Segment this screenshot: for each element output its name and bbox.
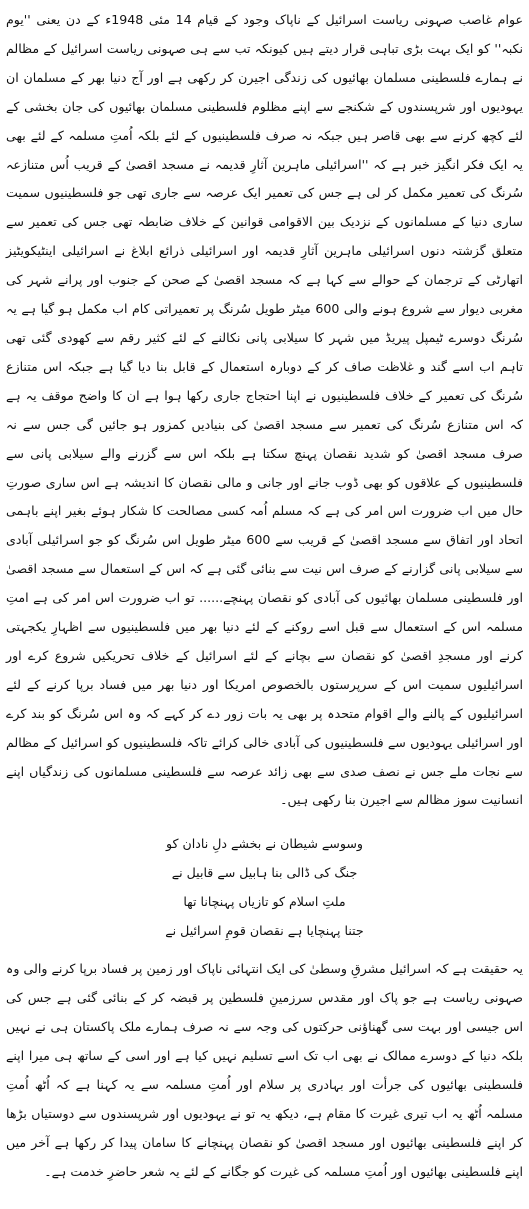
poem-line: جنگ کی ڈالی بنا ہابیل سے قابیل نے: [171, 865, 358, 881]
article-paragraph: عوام غاصب صہونی ریاست اسرائیل کے ناپاک وجود کے قیام 14 مئی 1948ء کے دن یعنی ''یوم نکبہ'' کو ایک بہت بڑی تباہی قرار دیتے ہیں کیونکہ تب سے ہی صہونی ریاست اسرائیل کے مظالم نے ہمارے فلسطینی مسلمان بھائیوں کی زندگی اجیرن کر رکھی ہے اور آج دنیا بھر کے مسلمان ان یہودیوں اور شرپسندوں کے شکنجے سے اپنے مظلوم فلسطینی مسلمان بھائیوں کی جان بخشی کے لئے کچھ کرنے سے بھی قاصر ہیں جبکہ نہ صرف فلسطینیوں کے لئے بلکہ اُمتِ مسلمہ کے لئے بھی یہ ایک فکر انگیز خبر ہے کہ ''اسرائیلی ماہرین آثارِ قدیمہ نے مسجد اقصیٰ کے قریب اُس متنازعہ سُرنگ کی تعمیر مکمل کر لی ہے جس کی تعمیر ایک عرصہ سے جاری تھی جو فلسطینیوں سمیت ساری دنیا کے مسلمانوں کے نزدیک بین الاقوامی قوانین کے خلاف ضابطہ تھی جس کی تعمیر سے متعلق گزشتہ دنوں اسرائیلی ماہرین آثارِ قدیمہ اور اسرائیلی ذرائع ابلاغ نے اسرائیلی اینٹیکویٹیز اتھارٹی کے ترجمان کے حوالے سے کہا ہے کہ مسجد اقصیٰ کے صحن کے جنوب اور پرانے شہر کی مغربی دیوار سے شروع ہونے والی 600 میٹر طویل سُرنگ پر تعمیراتی کام اب مکمل ہو گیا ہے یہ سُرنگ دوسرے ٹیمپل پیریڈ میں شہر کا سیلابی پانی نکالنے کے لئے کثیر رقم سے کھودی گئی تھی تاہم اب اسے گند و غلاظت صاف کر کے دوبارہ استعمال کے قابل بنا دیا گیا ہے جبکہ اس متنازع سُرنگ کی تعمیر کے خلاف فلسطینیوں نے اپنا احتجاج جاری رکھا ہوا ہے ان کا واضح موقف یہ ہے کہ اس متنازع سُرنگ کی تعمیر سے مسجد اقصیٰ کی بنیادیں کمزور ہو جائیں گی جس سے نہ صرف مسجد اقصیٰ کو شدید نقصان پہنچ سکتا ہے بلکہ اس سے گزرنے والے سیلابی پانی سے فلسطینیوں کے علاقوں کو بھی ڈوب جانے اور جانی و مالی نقصان کا اندیشہ ہے اس ساری صورتِ حال میں اب ضرورت اس امر کی ہے کہ مسلم اُمہ کسی مصالحت کا شکار ہوئے بغیر اپنے باہمی اتحاد اور اتفاق سے مسجد اقصیٰ کے قریب سے 600 میٹر طویل اس سُرنگ کو جو اسرائیلی آبادی سے سیلابی پانی گزارنے کے صرف اس نیت سے بنائی گئی ہے کہ اس کے استعمال سے مسجد اقصیٰ اور فلسطینی مسلمان بھائیوں کی آبادی کو نقصان پہنچے...... تو اب ضرورت اس امر کی ہے امتِ مسلمہ اس کے استعمال سے قبل اسے روکنے کے لئے دنیا بھر میں فلسطینیوں سے اظہارِ یکجہتی کرنے اور مسجدِ اقصیٰ کو نقصان سے بچانے کے لئے اسرائیل کے خلاف تحریکیں شروع کرے اور اسرائیلیوں سمیت اس کے سرپرستوں بالخصوص امریکا اور دنیا بھر میں فساد برپا کرنے کے لئے اسرائیلیوں کے پالنے والے اقوام متحدہ پر بھی یہ بات زور دے کر کہے کہ وہ اس سُرنگ کو بند کرے اور اسرائیلی یہودیوں سے فلسطینیوں کی آبادی خالی کرائے تاکہ فلسطینیوں کو اسرائیل کے مظالم سے نجات ملے جس نے نصف صدی سے بھی زائد عرصہ سے فلسطینی مسلمانوں کی زندگیاں اپنے انسانیت سوز مظالم سے اجیرن بنا رکھی ہیں۔: [6, 12, 524, 808]
article-paragraph: یہ حقیقت ہے کہ اسرائیل مشرقِ وسطیٰ کی ایک انتہائی ناپاک اور زمین پر فساد برپا کرنے والی وہ صہونی ریاست ہے جو پاک اور مقدس سرزمینِ فلسطین پر قبضہ کر کے بنائی گئی ہے جس کی اس جیسی اور بہت سی گھناؤنی حرکتوں کی وجہ سے نہ صرف ہمارے ملک پاکستان ہی نے نہیں بلکہ دنیا کے دوسرے ممالک نے بھی اب تک اسے تسلیم نہیں کیا ہے اور اسی کے ساتھ ہی میرا اپنے فلسطینی بھائیوں کی جرأت اور بہادری پر سلام اور اُمتِ مسلمہ سے یہ کہنا ہے کہ اُٹھ اُمتِ مسلمہ اُٹھ یہ اب تیری غیرت کا مقام ہے، دیکھ یہ تو نے یہودیوں اور شرپسندوں سے دوستیاں بڑھا کر اپنے فلسطینی بھائیوں اور مسجد اقصیٰ کو نقصان پہنچانے کا سامان پیدا کر رکھا ہے آخر میں اپنے فلسطینی بھائیوں اور اُمتِ مسلمہ کی غیرت کو جگانے کے لئے یہ شعر حاضرِ خدمت ہے۔: [6, 961, 523, 1179]
poem-line: ملتِ اسلام کو تازیاں پہنچانا تھا: [183, 894, 346, 910]
poem-stanza: [6, 829, 523, 945]
poem-line: وسوسے شیطان نے بخشے دلِ نادان کو: [166, 836, 363, 852]
poem-line: جتنا پہنچایا ہے نقصان قومِ اسرائیل نے: [165, 923, 364, 939]
